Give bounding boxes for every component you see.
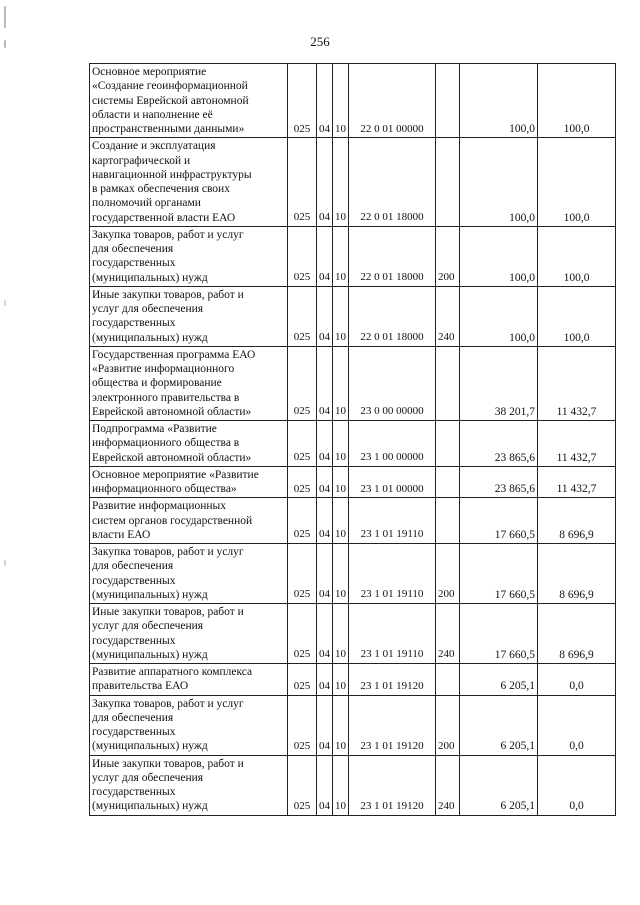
expense-type-cell: 200	[436, 695, 460, 755]
scan-margin-mark	[4, 300, 6, 306]
table-row	[90, 421, 616, 467]
target-article-cell: 23 1 00 00000	[349, 421, 436, 467]
ministry-code-cell: 025	[288, 226, 317, 286]
amount-2-cell: 100,0	[538, 286, 616, 346]
subsection-code-cell: 10	[333, 64, 349, 138]
table-row	[90, 498, 616, 544]
row-name-cell: Иные закупки товаров, работ и услуг для обеспечения государственных (муниципальных) нужд	[90, 755, 288, 815]
subsection-code-cell: 10	[333, 755, 349, 815]
amount-1-cell: 100,0	[460, 64, 538, 138]
amount-1-cell: 100,0	[460, 286, 538, 346]
subsection-code-cell: 10	[333, 138, 349, 227]
table-row	[90, 695, 616, 755]
section-code-cell: 04	[317, 64, 333, 138]
target-article-cell: 23 1 01 19110	[349, 498, 436, 544]
amount-1-cell: 23 865,6	[460, 421, 538, 467]
section-code-cell: 04	[317, 604, 333, 664]
amount-1-cell: 100,0	[460, 138, 538, 227]
amount-1-cell: 6 205,1	[460, 755, 538, 815]
scan-margin-mark	[4, 6, 6, 28]
amount-2-cell: 0,0	[538, 755, 616, 815]
section-code-cell: 04	[317, 421, 333, 467]
ministry-code-cell: 025	[288, 498, 317, 544]
amount-1-cell: 17 660,5	[460, 604, 538, 664]
ministry-code-cell: 025	[288, 664, 317, 696]
ministry-code-cell: 025	[288, 604, 317, 664]
row-name-cell: Основное мероприятие «Создание геоинформационной системы Еврейской автономной области и наполнение её пространственными данными»	[90, 64, 288, 138]
table-row	[90, 138, 616, 227]
expense-type-cell: 240	[436, 286, 460, 346]
row-name-cell: Иные закупки товаров, работ и услуг для обеспечения государственных (муниципальных) нужд	[90, 286, 288, 346]
target-article-cell: 23 1 01 19120	[349, 695, 436, 755]
ministry-code-cell: 025	[288, 346, 317, 420]
ministry-code-cell: 025	[288, 695, 317, 755]
subsection-code-cell: 10	[333, 226, 349, 286]
section-code-cell: 04	[317, 755, 333, 815]
section-code-cell: 04	[317, 664, 333, 696]
expense-type-cell: 200	[436, 226, 460, 286]
subsection-code-cell: 10	[333, 346, 349, 420]
expense-type-cell: 240	[436, 604, 460, 664]
expense-type-cell	[436, 346, 460, 420]
target-article-cell: 22 0 01 00000	[349, 64, 436, 138]
ministry-code-cell: 025	[288, 466, 317, 498]
amount-1-cell: 17 660,5	[460, 498, 538, 544]
row-name-cell: Закупка товаров, работ и услуг для обеспечения государственных (муниципальных) нужд	[90, 695, 288, 755]
row-name-cell: Иные закупки товаров, работ и услуг для обеспечения государственных (муниципальных) нужд	[90, 604, 288, 664]
subsection-code-cell: 10	[333, 466, 349, 498]
expense-type-cell	[436, 498, 460, 544]
ministry-code-cell: 025	[288, 138, 317, 227]
ministry-code-cell: 025	[288, 755, 317, 815]
row-name-cell: Создание и эксплуатация картографической и навигационной инфраструктуры в рамках обеспечения своих полномочий органами государственной власти ЕАО	[90, 138, 288, 227]
target-article-cell: 22 0 01 18000	[349, 226, 436, 286]
amount-2-cell: 0,0	[538, 695, 616, 755]
amount-2-cell: 0,0	[538, 664, 616, 696]
table-row	[90, 64, 616, 138]
row-name-cell: Государственная программа ЕАО «Развитие информационного общества и формирование электронного правительства в Еврейской автономной области»	[90, 346, 288, 420]
amount-2-cell: 100,0	[538, 226, 616, 286]
section-code-cell: 04	[317, 695, 333, 755]
section-code-cell: 04	[317, 226, 333, 286]
table-row	[90, 544, 616, 604]
amount-1-cell: 100,0	[460, 226, 538, 286]
amount-1-cell: 23 865,6	[460, 466, 538, 498]
section-code-cell: 04	[317, 138, 333, 227]
expense-type-cell	[436, 466, 460, 498]
table-row	[90, 346, 616, 420]
scan-margin-mark	[4, 560, 6, 566]
table-body	[90, 64, 616, 816]
amount-2-cell: 11 432,7	[538, 466, 616, 498]
amount-1-cell: 38 201,7	[460, 346, 538, 420]
target-article-cell: 23 0 00 00000	[349, 346, 436, 420]
ministry-code-cell: 025	[288, 286, 317, 346]
amount-2-cell: 11 432,7	[538, 421, 616, 467]
target-article-cell: 23 1 01 19110	[349, 604, 436, 664]
table-row	[90, 466, 616, 498]
page-number: 256	[310, 34, 330, 49]
subsection-code-cell: 10	[333, 604, 349, 664]
amount-1-cell: 17 660,5	[460, 544, 538, 604]
amount-2-cell: 100,0	[538, 64, 616, 138]
target-article-cell: 23 1 01 00000	[349, 466, 436, 498]
ministry-code-cell: 025	[288, 544, 317, 604]
section-code-cell: 04	[317, 346, 333, 420]
target-article-cell: 23 1 01 19120	[349, 755, 436, 815]
section-code-cell: 04	[317, 286, 333, 346]
subsection-code-cell: 10	[333, 695, 349, 755]
amount-1-cell: 6 205,1	[460, 664, 538, 696]
target-article-cell: 22 0 01 18000	[349, 138, 436, 227]
target-article-cell: 23 1 01 19110	[349, 544, 436, 604]
table-row	[90, 664, 616, 696]
expense-type-cell: 240	[436, 755, 460, 815]
expense-type-cell	[436, 138, 460, 227]
section-code-cell: 04	[317, 544, 333, 604]
amount-2-cell: 8 696,9	[538, 498, 616, 544]
expense-type-cell	[436, 664, 460, 696]
target-article-cell: 22 0 01 18000	[349, 286, 436, 346]
table-row	[90, 755, 616, 815]
subsection-code-cell: 10	[333, 421, 349, 467]
subsection-code-cell: 10	[333, 498, 349, 544]
table-row	[90, 226, 616, 286]
row-name-cell: Подпрограмма «Развитие информационного общества в Еврейской автономной области»	[90, 421, 288, 467]
expense-type-cell: 200	[436, 544, 460, 604]
table-row	[90, 604, 616, 664]
budget-table	[89, 63, 616, 816]
subsection-code-cell: 10	[333, 664, 349, 696]
row-name-cell: Закупка товаров, работ и услуг для обеспечения государственных (муниципальных) нужд	[90, 226, 288, 286]
row-name-cell: Основное мероприятие «Развитие информационного общества»	[90, 466, 288, 498]
row-name-cell: Закупка товаров, работ и услуг для обеспечения государственных (муниципальных) нужд	[90, 544, 288, 604]
target-article-cell: 23 1 01 19120	[349, 664, 436, 696]
amount-2-cell: 8 696,9	[538, 604, 616, 664]
section-code-cell: 04	[317, 498, 333, 544]
section-code-cell: 04	[317, 466, 333, 498]
row-name-cell: Развитие аппаратного комплекса правительства ЕАО	[90, 664, 288, 696]
subsection-code-cell: 10	[333, 544, 349, 604]
ministry-code-cell: 025	[288, 421, 317, 467]
amount-2-cell: 100,0	[538, 138, 616, 227]
amount-2-cell: 8 696,9	[538, 544, 616, 604]
row-name-cell: Развитие информационных систем органов государственной власти ЕАО	[90, 498, 288, 544]
table-row	[90, 286, 616, 346]
expense-type-cell	[436, 64, 460, 138]
amount-1-cell: 6 205,1	[460, 695, 538, 755]
expense-type-cell	[436, 421, 460, 467]
amount-2-cell: 11 432,7	[538, 346, 616, 420]
ministry-code-cell: 025	[288, 64, 317, 138]
subsection-code-cell: 10	[333, 286, 349, 346]
